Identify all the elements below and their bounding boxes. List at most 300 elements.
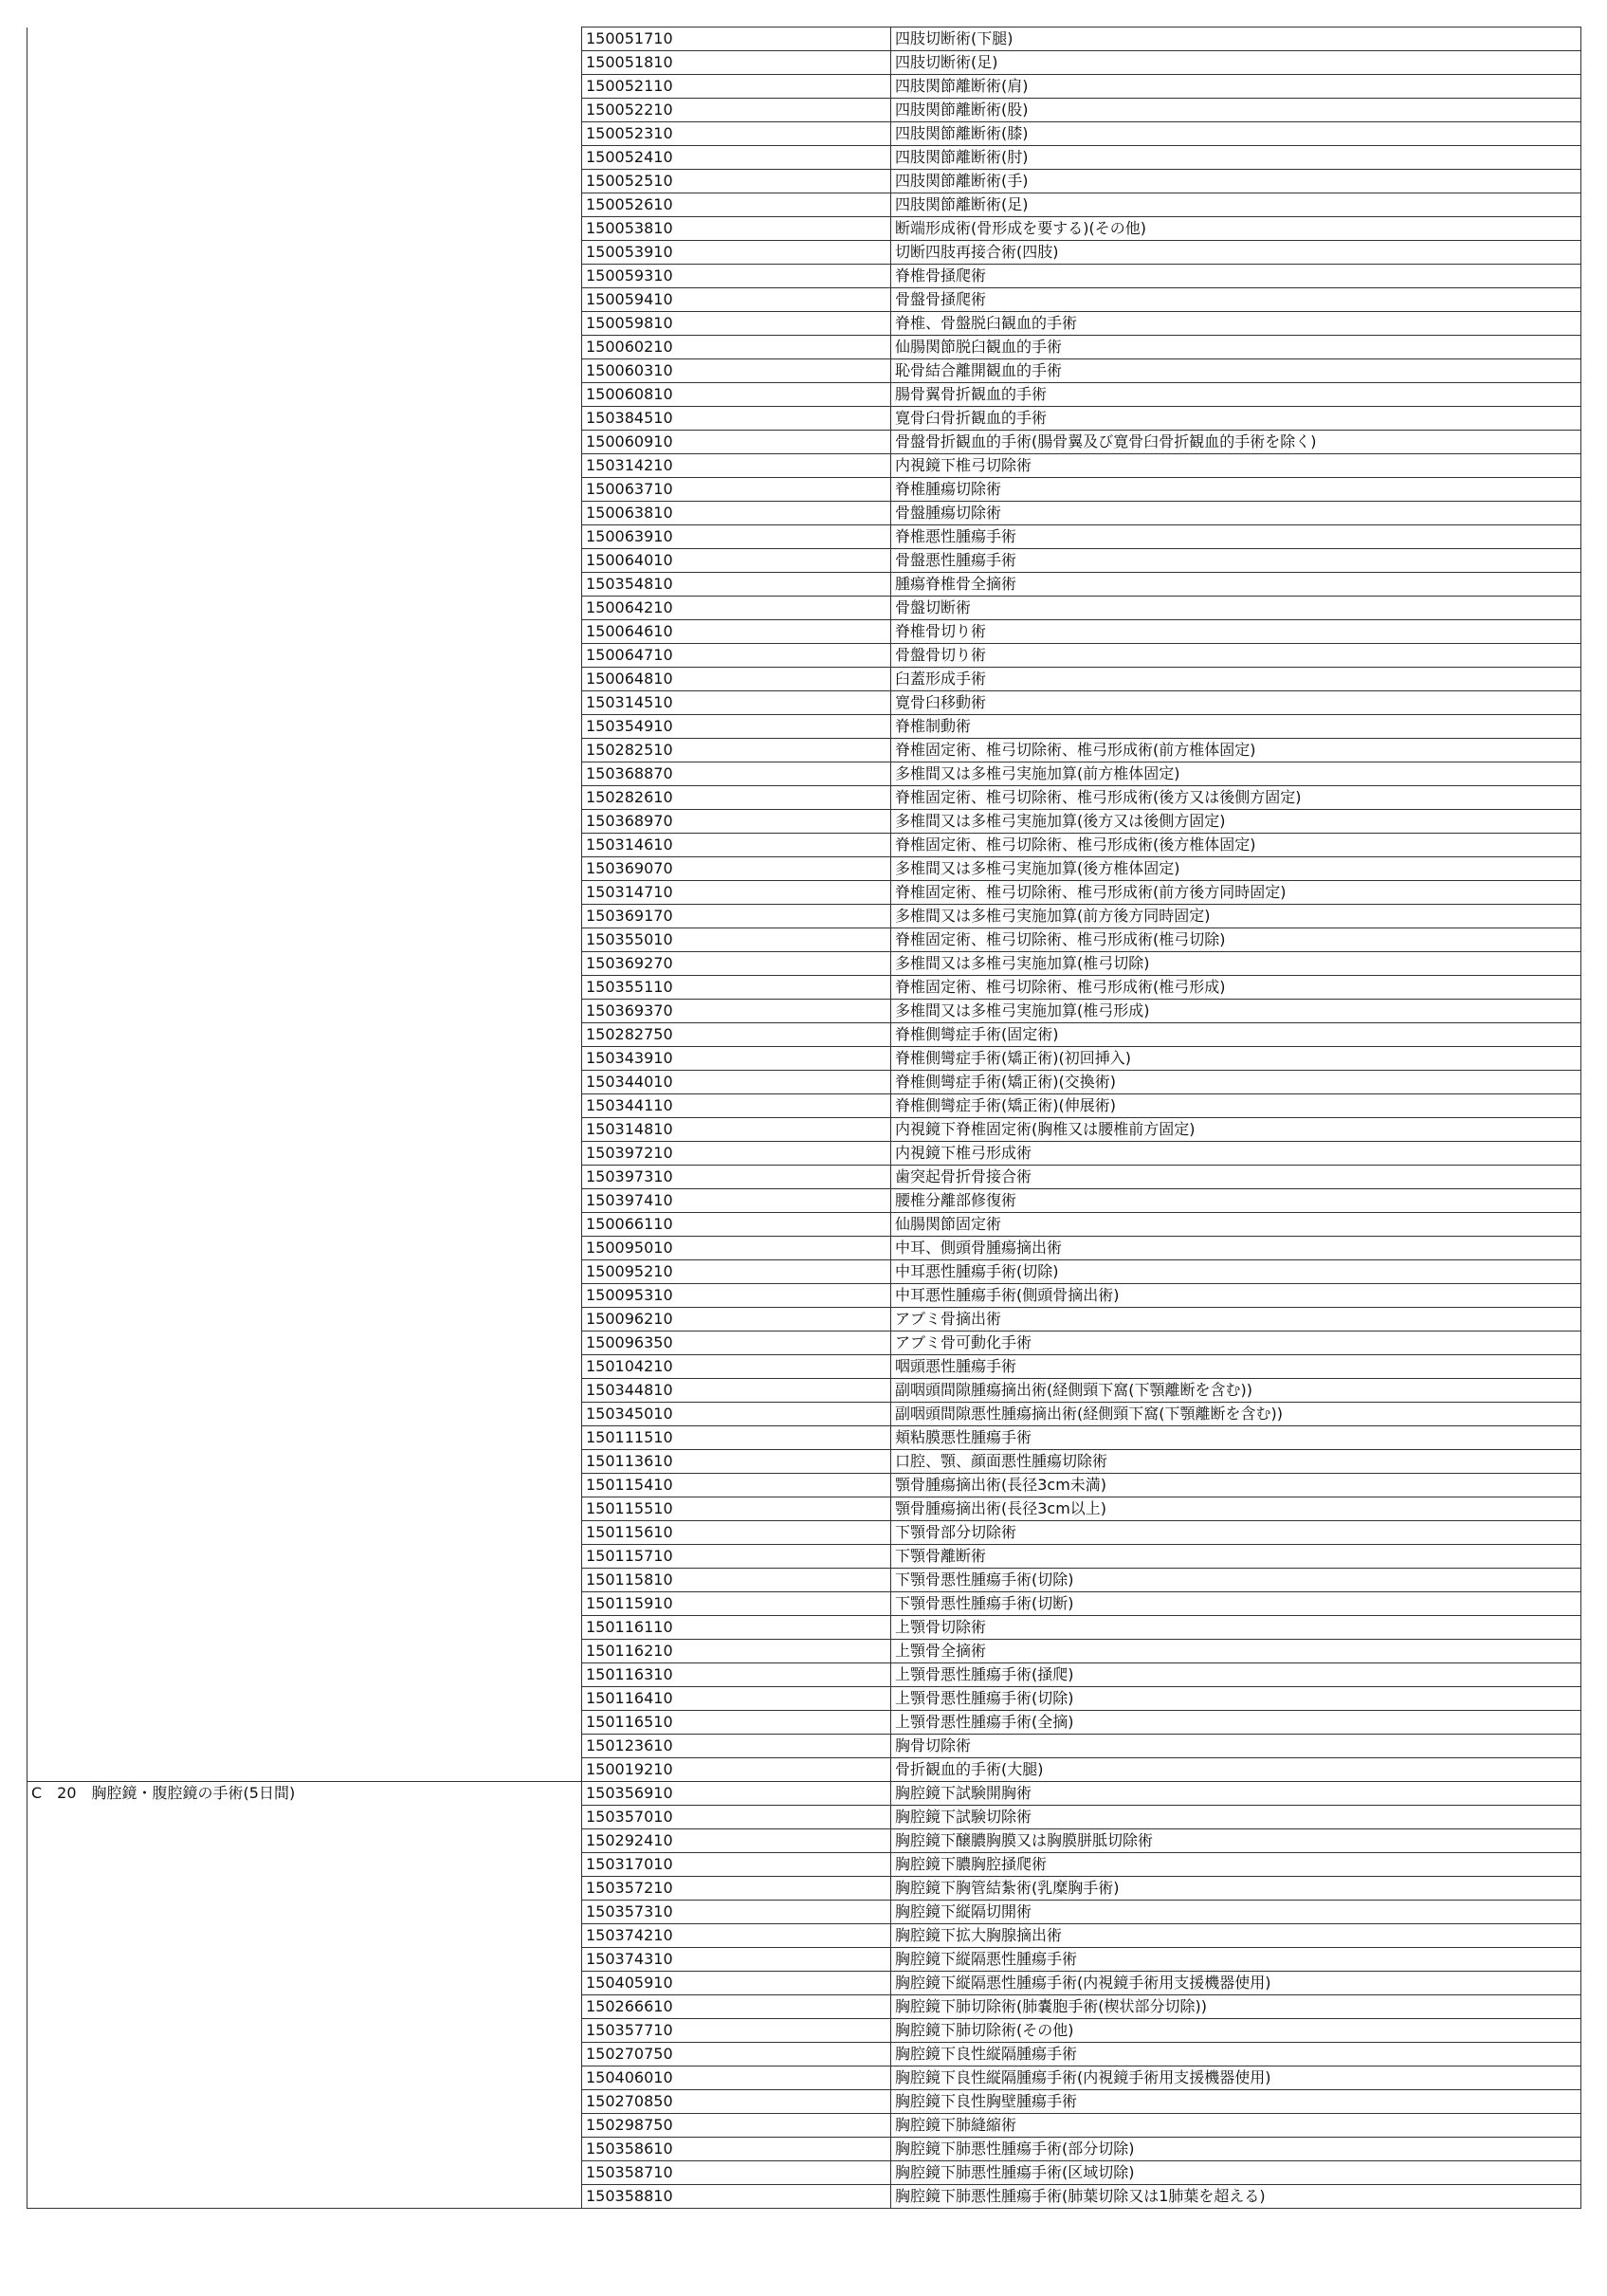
code-cell: 150266610 xyxy=(582,1995,891,2019)
category-cell xyxy=(27,1663,582,1687)
category-cell: C 20 胸腔鏡・腹腔鏡の手術(5日間) xyxy=(27,1782,582,1806)
procedure-name-cell: 脊椎悪性腫瘍手術 xyxy=(891,525,1581,549)
procedure-name-cell: 脊椎腫瘍切除術 xyxy=(891,478,1581,502)
category-cell xyxy=(27,1332,582,1355)
category-cell xyxy=(27,1758,582,1782)
procedure-name-cell: 四肢関節離断術(膝) xyxy=(891,122,1581,146)
category-cell xyxy=(27,2114,582,2138)
table-row xyxy=(27,857,1581,881)
category-cell xyxy=(27,1426,582,1450)
table-row xyxy=(27,928,1581,952)
procedure-name-cell: 四肢関節離断術(肩) xyxy=(891,75,1581,99)
table-row xyxy=(27,2090,1581,2114)
procedure-name-cell: 多椎間又は多椎弓実施加算(前方後方同時固定) xyxy=(891,905,1581,928)
procedure-name-cell: 四肢関節離断術(肘) xyxy=(891,146,1581,170)
category-cell xyxy=(27,454,582,478)
procedure-name-cell: 胸腔鏡下醸膿胸膜又は胸膜胼胝切除術 xyxy=(891,1829,1581,1853)
procedure-name-cell: 腰椎分離部修復術 xyxy=(891,1189,1581,1213)
category-cell xyxy=(27,1497,582,1521)
table-row xyxy=(27,241,1581,265)
code-cell: 150115710 xyxy=(582,1545,891,1569)
category-cell xyxy=(27,51,582,75)
procedure-name-cell: 下顎骨離断術 xyxy=(891,1545,1581,1569)
table-row xyxy=(27,691,1581,715)
category-cell xyxy=(27,1948,582,1972)
category-cell xyxy=(27,1403,582,1426)
table-row xyxy=(27,2161,1581,2185)
procedure-name-cell: 咽頭悪性腫瘍手術 xyxy=(891,1355,1581,1379)
table-row xyxy=(27,1474,1581,1497)
category-cell xyxy=(27,1023,582,1047)
category-cell xyxy=(27,715,582,739)
procedure-name-cell: 胸腔鏡下膿胸腔掻爬術 xyxy=(891,1853,1581,1877)
code-cell: 150314510 xyxy=(582,691,891,715)
procedure-name-cell: 脊椎、骨盤脱臼観血的手術 xyxy=(891,312,1581,336)
table-row xyxy=(27,1071,1581,1094)
code-cell: 150282510 xyxy=(582,739,891,762)
code-cell: 150369070 xyxy=(582,857,891,881)
code-cell: 150358710 xyxy=(582,2161,891,2185)
category-cell xyxy=(27,810,582,834)
procedure-name-cell: アブミ骨摘出術 xyxy=(891,1308,1581,1332)
code-cell: 150343910 xyxy=(582,1047,891,1071)
category-cell xyxy=(27,525,582,549)
table-row xyxy=(27,170,1581,193)
category-cell xyxy=(27,407,582,431)
procedure-name-cell: 骨盤切断術 xyxy=(891,597,1581,620)
code-cell: 150314210 xyxy=(582,454,891,478)
code-cell: 150095010 xyxy=(582,1237,891,1260)
table-row xyxy=(27,1497,1581,1521)
category-cell xyxy=(27,786,582,810)
code-cell: 150397310 xyxy=(582,1166,891,1189)
code-cell: 150053910 xyxy=(582,241,891,265)
table-row xyxy=(27,1806,1581,1829)
table-row xyxy=(27,193,1581,217)
procedure-name-cell: 四肢切断術(足) xyxy=(891,51,1581,75)
category-cell xyxy=(27,1972,582,1995)
category-cell xyxy=(27,644,582,668)
code-cell: 150292410 xyxy=(582,1829,891,1853)
procedure-name-cell: 胸腔鏡下肺切除術(その他) xyxy=(891,2019,1581,2043)
table-row xyxy=(27,1118,1581,1142)
procedure-name-cell: 四肢切断術(下腿) xyxy=(891,28,1581,51)
category-cell xyxy=(27,762,582,786)
procedure-name-cell: 腫瘍脊椎骨全摘術 xyxy=(891,573,1581,597)
category-cell xyxy=(27,265,582,288)
code-cell: 150374210 xyxy=(582,1924,891,1948)
table-row xyxy=(27,1711,1581,1735)
code-cell: 150052610 xyxy=(582,193,891,217)
table-row xyxy=(27,1213,1581,1237)
category-cell xyxy=(27,359,582,383)
procedure-name-cell: 脊椎固定術、椎弓切除術、椎弓形成術(前方椎体固定) xyxy=(891,739,1581,762)
table-row xyxy=(27,478,1581,502)
code-cell: 150354910 xyxy=(582,715,891,739)
code-cell: 150358610 xyxy=(582,2138,891,2161)
procedure-name-cell: 骨盤骨掻爬術 xyxy=(891,288,1581,312)
category-cell xyxy=(27,2019,582,2043)
category-cell xyxy=(27,573,582,597)
category-cell xyxy=(27,1355,582,1379)
code-cell: 150052310 xyxy=(582,122,891,146)
procedure-name-cell: 脊椎固定術、椎弓切除術、椎弓形成術(後方又は後側方固定) xyxy=(891,786,1581,810)
procedure-name-cell: 胸腔鏡下良性縦隔腫瘍手術 xyxy=(891,2043,1581,2066)
procedure-name-cell: 顎骨腫瘍摘出術(長径3cm以上) xyxy=(891,1497,1581,1521)
table-row xyxy=(27,976,1581,1000)
code-cell: 150115810 xyxy=(582,1569,891,1592)
code-cell: 150384510 xyxy=(582,407,891,431)
procedure-name-cell: 脊椎骨掻爬術 xyxy=(891,265,1581,288)
table-row xyxy=(27,122,1581,146)
category-cell xyxy=(27,1071,582,1094)
table-row xyxy=(27,312,1581,336)
procedure-name-cell: 頬粘膜悪性腫瘍手術 xyxy=(891,1426,1581,1450)
procedure-name-cell: 脊椎側彎症手術(矯正術)(交換術) xyxy=(891,1071,1581,1094)
table-row xyxy=(27,1142,1581,1166)
category-cell xyxy=(27,1853,582,1877)
procedure-name-cell: アブミ骨可動化手術 xyxy=(891,1332,1581,1355)
table-row xyxy=(27,952,1581,976)
code-cell: 150116410 xyxy=(582,1687,891,1711)
category-cell xyxy=(27,834,582,857)
category-cell xyxy=(27,691,582,715)
table-row xyxy=(27,668,1581,691)
procedure-name-cell: 寛骨臼骨折観血的手術 xyxy=(891,407,1581,431)
table-row xyxy=(27,1829,1581,1853)
table-row xyxy=(27,810,1581,834)
code-cell: 150053810 xyxy=(582,217,891,241)
procedure-name-cell: 胸腔鏡下胸管結紮術(乳糜胸手術) xyxy=(891,1877,1581,1901)
table-row xyxy=(27,1758,1581,1782)
table-row xyxy=(27,2138,1581,2161)
procedure-name-cell: 上顎骨悪性腫瘍手術(掻爬) xyxy=(891,1663,1581,1687)
table-row xyxy=(27,1924,1581,1948)
category-cell xyxy=(27,431,582,454)
table-row xyxy=(27,75,1581,99)
procedure-name-cell: 骨折観血的手術(大腿) xyxy=(891,1758,1581,1782)
procedure-name-cell: 上顎骨悪性腫瘍手術(切除) xyxy=(891,1687,1581,1711)
category-cell xyxy=(27,1592,582,1616)
procedure-name-cell: 脊椎側彎症手術(固定術) xyxy=(891,1023,1581,1047)
table-row xyxy=(27,1995,1581,2019)
code-cell: 150060810 xyxy=(582,383,891,407)
code-cell: 150368970 xyxy=(582,810,891,834)
code-cell: 150051710 xyxy=(582,28,891,51)
table-row xyxy=(27,1047,1581,1071)
code-cell: 150063810 xyxy=(582,502,891,525)
procedure-name-cell: 内視鏡下脊椎固定術(胸椎又は腰椎前方固定) xyxy=(891,1118,1581,1142)
category-cell xyxy=(27,597,582,620)
code-cell: 150019210 xyxy=(582,1758,891,1782)
category-cell xyxy=(27,668,582,691)
code-cell: 150314810 xyxy=(582,1118,891,1142)
code-cell: 150116310 xyxy=(582,1663,891,1687)
table-row xyxy=(27,383,1581,407)
table-row xyxy=(27,1901,1581,1924)
code-cell: 150369370 xyxy=(582,1000,891,1023)
procedure-name-cell: 胸腔鏡下肺悪性腫瘍手術(肺葉切除又は1肺葉を超える) xyxy=(891,2185,1581,2209)
code-cell: 150064010 xyxy=(582,549,891,573)
procedure-name-cell: 仙腸関節固定術 xyxy=(891,1213,1581,1237)
code-cell: 150123610 xyxy=(582,1735,891,1758)
code-cell: 150060310 xyxy=(582,359,891,383)
table-row xyxy=(27,1853,1581,1877)
code-cell: 150064710 xyxy=(582,644,891,668)
category-cell xyxy=(27,478,582,502)
code-cell: 150317010 xyxy=(582,1853,891,1877)
table-row xyxy=(27,1640,1581,1663)
category-cell xyxy=(27,1308,582,1332)
category-cell xyxy=(27,928,582,952)
code-cell: 150115910 xyxy=(582,1592,891,1616)
code-cell: 150369270 xyxy=(582,952,891,976)
category-cell xyxy=(27,99,582,122)
category-cell xyxy=(27,312,582,336)
category-cell xyxy=(27,2138,582,2161)
code-cell: 150282750 xyxy=(582,1023,891,1047)
category-cell xyxy=(27,383,582,407)
table-row xyxy=(27,1000,1581,1023)
table-row xyxy=(27,905,1581,928)
code-cell: 150356910 xyxy=(582,1782,891,1806)
procedure-name-cell: 骨盤腫瘍切除術 xyxy=(891,502,1581,525)
table-row xyxy=(27,1094,1581,1118)
table-row xyxy=(27,2043,1581,2066)
table-row xyxy=(27,2114,1581,2138)
table-row xyxy=(27,359,1581,383)
table-row xyxy=(27,1450,1581,1474)
code-cell: 150357310 xyxy=(582,1901,891,1924)
table-row xyxy=(27,1663,1581,1687)
code-cell: 150060210 xyxy=(582,336,891,359)
table-row xyxy=(27,1379,1581,1403)
code-cell: 150052210 xyxy=(582,99,891,122)
code-cell: 150096350 xyxy=(582,1332,891,1355)
table-row xyxy=(27,597,1581,620)
category-cell xyxy=(27,905,582,928)
table-row xyxy=(27,1023,1581,1047)
table-row xyxy=(27,1592,1581,1616)
procedure-name-cell: 胸腔鏡下肺切除術(肺嚢胞手術(楔状部分切除)) xyxy=(891,1995,1581,2019)
category-cell xyxy=(27,1545,582,1569)
category-cell xyxy=(27,1450,582,1474)
code-cell: 150051810 xyxy=(582,51,891,75)
procedure-name-cell: 多椎間又は多椎弓実施加算(後方椎体固定) xyxy=(891,857,1581,881)
table-row xyxy=(27,2185,1581,2209)
procedure-name-cell: 胸腔鏡下試験開胸術 xyxy=(891,1782,1581,1806)
procedure-name-cell: 多椎間又は多椎弓実施加算(後方又は後側方固定) xyxy=(891,810,1581,834)
code-cell: 150113610 xyxy=(582,1450,891,1474)
code-cell: 150357210 xyxy=(582,1877,891,1901)
code-cell: 150052410 xyxy=(582,146,891,170)
code-cell: 150096210 xyxy=(582,1308,891,1332)
procedure-name-cell: 骨盤骨切り術 xyxy=(891,644,1581,668)
code-cell: 150270750 xyxy=(582,2043,891,2066)
procedure-name-cell: 骨盤悪性腫瘍手術 xyxy=(891,549,1581,573)
category-cell xyxy=(27,336,582,359)
table-row xyxy=(27,1332,1581,1355)
table-row xyxy=(27,1403,1581,1426)
code-cell: 150052110 xyxy=(582,75,891,99)
procedure-name-cell: 胸腔鏡下肺悪性腫瘍手術(区域切除) xyxy=(891,2161,1581,2185)
category-cell xyxy=(27,1711,582,1735)
table-row xyxy=(27,1260,1581,1284)
procedure-name-cell: 脊椎固定術、椎弓切除術、椎弓形成術(後方椎体固定) xyxy=(891,834,1581,857)
category-cell xyxy=(27,241,582,265)
table-row xyxy=(27,265,1581,288)
code-cell: 150116110 xyxy=(582,1616,891,1640)
code-cell: 150111510 xyxy=(582,1426,891,1450)
category-cell xyxy=(27,1521,582,1545)
code-cell: 150355110 xyxy=(582,976,891,1000)
category-cell xyxy=(27,2161,582,2185)
category-cell xyxy=(27,1806,582,1829)
procedure-name-cell: 脊椎側彎症手術(矯正術)(初回挿入) xyxy=(891,1047,1581,1071)
table-row xyxy=(27,1569,1581,1592)
category-cell xyxy=(27,1877,582,1901)
table-row xyxy=(27,1877,1581,1901)
table-row xyxy=(27,1782,1581,1806)
procedure-name-cell: 下顎骨悪性腫瘍手術(切除) xyxy=(891,1569,1581,1592)
code-cell: 150298750 xyxy=(582,2114,891,2138)
code-cell: 150369170 xyxy=(582,905,891,928)
procedure-name-cell: 顎骨腫瘍摘出術(長径3cm未満) xyxy=(891,1474,1581,1497)
table-row xyxy=(27,644,1581,668)
category-cell xyxy=(27,1047,582,1071)
code-cell: 150104210 xyxy=(582,1355,891,1379)
category-cell xyxy=(27,1379,582,1403)
category-cell xyxy=(27,1237,582,1260)
category-cell xyxy=(27,1829,582,1853)
procedure-name-cell: 脊椎固定術、椎弓切除術、椎弓形成術(前方後方同時固定) xyxy=(891,881,1581,905)
procedure-name-cell: 胸骨切除術 xyxy=(891,1735,1581,1758)
category-cell xyxy=(27,549,582,573)
table-row xyxy=(27,1166,1581,1189)
procedure-name-cell: 寛骨臼移動術 xyxy=(891,691,1581,715)
procedure-name-cell: 中耳悪性腫瘍手術(側頭骨摘出術) xyxy=(891,1284,1581,1308)
procedure-name-cell: 胸腔鏡下肺悪性腫瘍手術(部分切除) xyxy=(891,2138,1581,2161)
code-cell: 150358810 xyxy=(582,2185,891,2209)
procedure-name-cell: 胸腔鏡下縦隔切開術 xyxy=(891,1901,1581,1924)
table-row xyxy=(27,786,1581,810)
code-cell: 150095210 xyxy=(582,1260,891,1284)
procedure-name-cell: 脊椎骨切り術 xyxy=(891,620,1581,644)
category-cell xyxy=(27,122,582,146)
code-cell: 150063710 xyxy=(582,478,891,502)
code-cell: 150406010 xyxy=(582,2066,891,2090)
category-cell xyxy=(27,1166,582,1189)
procedure-name-cell: 多椎間又は多椎弓実施加算(椎弓形成) xyxy=(891,1000,1581,1023)
table-row xyxy=(27,525,1581,549)
category-cell xyxy=(27,75,582,99)
table-row xyxy=(27,1189,1581,1213)
category-cell xyxy=(27,170,582,193)
code-cell: 150344010 xyxy=(582,1071,891,1094)
category-cell xyxy=(27,976,582,1000)
code-cell: 150282610 xyxy=(582,786,891,810)
table-row xyxy=(27,1735,1581,1758)
procedure-name-cell: 上顎骨全摘術 xyxy=(891,1640,1581,1663)
procedure-name-cell: 四肢関節離断術(股) xyxy=(891,99,1581,122)
table-row xyxy=(27,1616,1581,1640)
table-row xyxy=(27,454,1581,478)
procedure-name-cell: 胸腔鏡下良性縦隔腫瘍手術(内視鏡手術用支援機器使用) xyxy=(891,2066,1581,2090)
procedure-name-cell: 上顎骨切除術 xyxy=(891,1616,1581,1640)
code-cell: 150116210 xyxy=(582,1640,891,1663)
procedure-name-cell: 胸腔鏡下試験切除術 xyxy=(891,1806,1581,1829)
table-row xyxy=(27,217,1581,241)
procedure-name-cell: 脊椎固定術、椎弓切除術、椎弓形成術(椎弓切除) xyxy=(891,928,1581,952)
category-cell xyxy=(27,502,582,525)
procedure-name-cell: 胸腔鏡下拡大胸腺摘出術 xyxy=(891,1924,1581,1948)
table-row xyxy=(27,1972,1581,1995)
table-row xyxy=(27,1948,1581,1972)
table-body xyxy=(27,28,1581,2209)
procedure-name-cell: 腸骨翼骨折観血的手術 xyxy=(891,383,1581,407)
procedure-name-cell: 切断四肢再接合術(四肢) xyxy=(891,241,1581,265)
procedure-name-cell: 脊椎固定術、椎弓切除術、椎弓形成術(椎弓形成) xyxy=(891,976,1581,1000)
code-cell: 150314710 xyxy=(582,881,891,905)
code-cell: 150066110 xyxy=(582,1213,891,1237)
code-cell: 150095310 xyxy=(582,1284,891,1308)
table-row xyxy=(27,2066,1581,2090)
code-cell: 150052510 xyxy=(582,170,891,193)
table-row xyxy=(27,99,1581,122)
code-cell: 150314610 xyxy=(582,834,891,857)
procedure-name-cell: 中耳悪性腫瘍手術(切除) xyxy=(891,1260,1581,1284)
code-cell: 150115410 xyxy=(582,1474,891,1497)
code-cell: 150064210 xyxy=(582,597,891,620)
procedure-name-cell: 断端形成術(骨形成を要する)(その他) xyxy=(891,217,1581,241)
category-cell xyxy=(27,1189,582,1213)
category-cell xyxy=(27,1284,582,1308)
category-cell xyxy=(27,1474,582,1497)
code-cell: 150270850 xyxy=(582,2090,891,2114)
table-row xyxy=(27,431,1581,454)
category-cell xyxy=(27,2043,582,2066)
procedure-name-cell: 臼蓋形成手術 xyxy=(891,668,1581,691)
table-row xyxy=(27,834,1581,857)
code-cell: 150064610 xyxy=(582,620,891,644)
code-cell: 150357710 xyxy=(582,2019,891,2043)
category-cell xyxy=(27,1118,582,1142)
procedure-name-cell: 口腔、顎、顔面悪性腫瘍切除術 xyxy=(891,1450,1581,1474)
procedure-name-cell: 仙腸関節脱臼観血的手術 xyxy=(891,336,1581,359)
procedure-name-cell: 中耳、側頭骨腫瘍摘出術 xyxy=(891,1237,1581,1260)
table-row xyxy=(27,739,1581,762)
table-row xyxy=(27,2019,1581,2043)
code-cell: 150344810 xyxy=(582,1379,891,1403)
procedure-name-cell: 胸腔鏡下良性胸壁腫瘍手術 xyxy=(891,2090,1581,2114)
category-cell xyxy=(27,2090,582,2114)
category-cell xyxy=(27,1569,582,1592)
code-cell: 150059810 xyxy=(582,312,891,336)
table-row xyxy=(27,1687,1581,1711)
category-cell xyxy=(27,1995,582,2019)
category-cell xyxy=(27,28,582,51)
table-row xyxy=(27,1426,1581,1450)
category-cell xyxy=(27,952,582,976)
code-cell: 150374310 xyxy=(582,1948,891,1972)
procedure-name-cell: 上顎骨悪性腫瘍手術(全摘) xyxy=(891,1711,1581,1735)
code-cell: 150397410 xyxy=(582,1189,891,1213)
procedure-name-cell: 恥骨結合離開観血的手術 xyxy=(891,359,1581,383)
procedure-name-cell: 内視鏡下椎弓形成術 xyxy=(891,1142,1581,1166)
code-cell: 150344110 xyxy=(582,1094,891,1118)
procedure-name-cell: 胸腔鏡下縦隔悪性腫瘍手術 xyxy=(891,1948,1581,1972)
table-row xyxy=(27,1237,1581,1260)
